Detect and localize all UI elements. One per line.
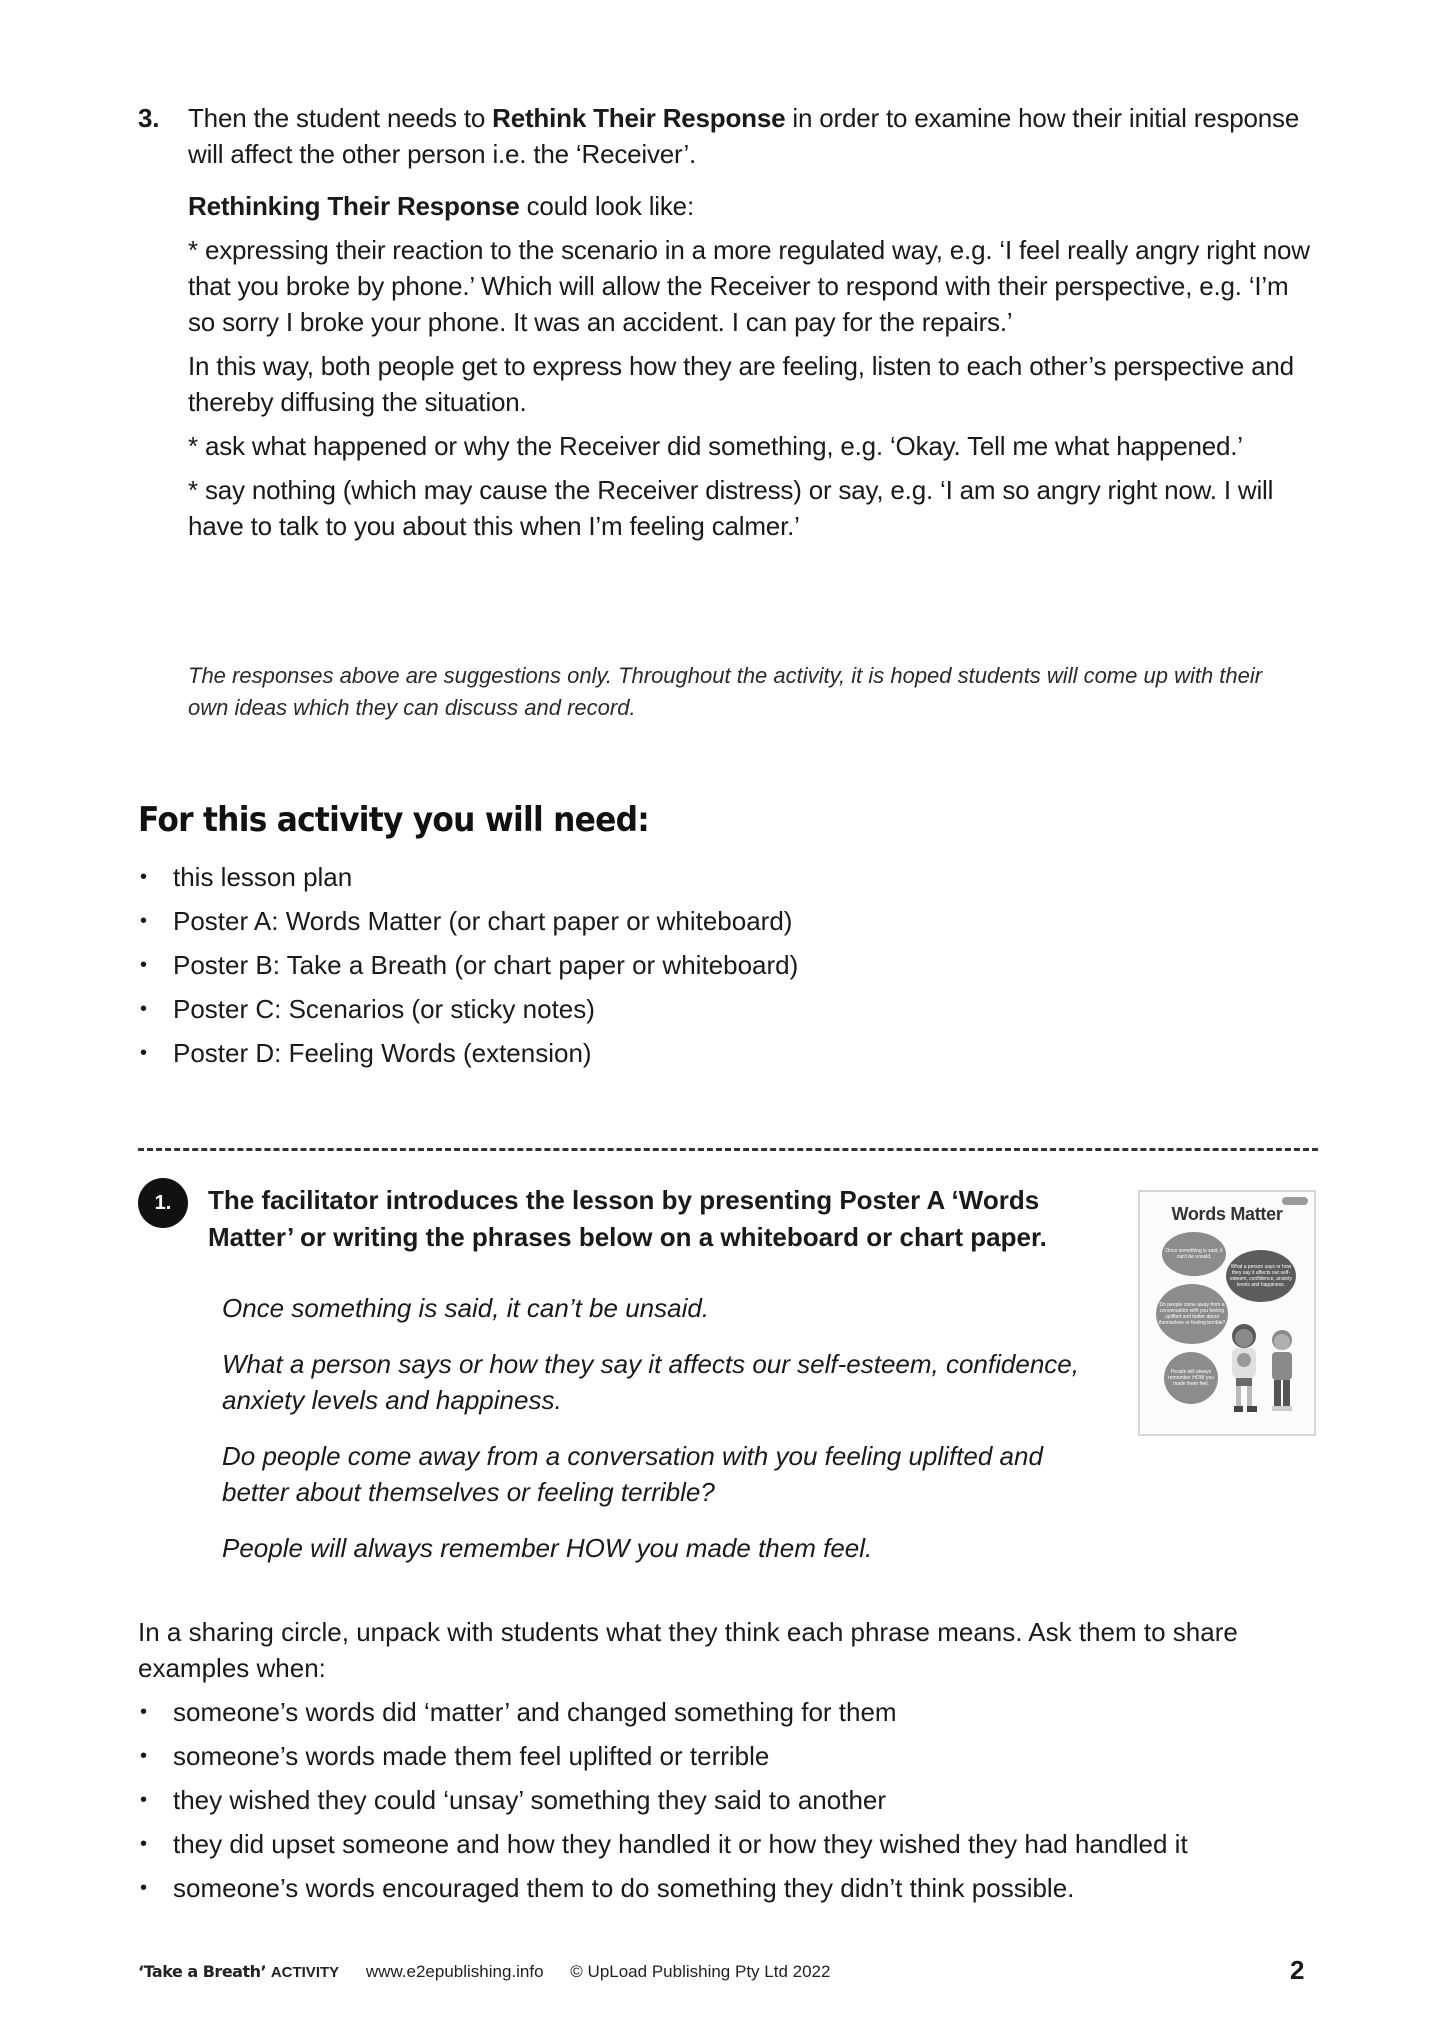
bullet-icon: • [140, 1745, 148, 1767]
bullet-icon: • [140, 1042, 148, 1064]
step-3-section [138, 100, 1318, 552]
list-item [138, 1778, 1188, 1822]
footer-activity: ACTIVITY [270, 1964, 340, 1981]
bullet-icon: • [140, 998, 148, 1020]
phrase: What a person says or how they say it affects our self-esteem, confidence, anxiety levels and happiness. [222, 1349, 1079, 1415]
intro-bold: Rethink Their Response [492, 103, 786, 133]
list-item-text: Poster B: Take a Breath (or chart paper or whiteboard) [173, 950, 799, 980]
list-item-text: Poster C: Scenarios (or sticky notes) [173, 994, 595, 1024]
list-item [138, 1690, 1188, 1734]
bullet-icon: • [140, 1833, 148, 1855]
step-number: 3. [138, 103, 160, 133]
footer-url[interactable]: www.e2epublishing.info [365, 1962, 544, 1981]
subheading [188, 188, 1318, 224]
step-1-heading: The facilitator introduces the lesson by presenting Poster A ‘Words Matter’ or writing the phrases below on a whiteboard or chart paper. [208, 1185, 1047, 1252]
subheading-bold: Rethinking Their Response [188, 191, 520, 221]
page-footer [138, 1962, 830, 1982]
dashed-divider [138, 1148, 1318, 1151]
bullet-icon: • [140, 1789, 148, 1811]
step-3-intro [188, 100, 1318, 172]
list-item-text: they did upset someone and how they handled it or how they wished they had handled it [173, 1829, 1188, 1859]
speech-bubble: What a person says or how they say it affects our self-esteem, confidence, anxiety levels and happiness. [1226, 1250, 1296, 1302]
list-item-text: someone’s words made them feel uplifted or terrible [173, 1741, 770, 1771]
page-number: 2 [1290, 1955, 1305, 1985]
needs-heading: For this activity you will need: [138, 800, 650, 840]
phrase: Do people come away from a conversation with you feeling uplifted and better about themselves or feeling terrible? [222, 1441, 1043, 1507]
footer-brand: ‘Take a Breath’ [138, 1962, 267, 1981]
bullet-icon: • [140, 910, 148, 932]
italic-note: The responses above are suggestions only. Throughout the activity, it is hoped students will come up with their own ideas which they can discuss and record. [188, 663, 1263, 720]
list-item [138, 1822, 1188, 1866]
list-item [138, 855, 798, 899]
footer-copyright: © UpLoad Publishing Pty Ltd 2022 [570, 1962, 831, 1981]
list-item [138, 1734, 1188, 1778]
poster-a-thumbnail [1138, 1190, 1316, 1436]
poster-title: Words Matter [1171, 1204, 1283, 1224]
children-illustration-icon [1220, 1318, 1304, 1416]
paragraph: * expressing their reaction to the scenario in a more regulated way, e.g. ‘I feel really angry right now that you broke by phone.’ Which will allow the Receiver to respond with their perspective, e.g. ‘I’m so sorry I broke your phone. It was an accident. I can pay for the repairs.’ [188, 235, 1310, 337]
intro-text-end: in order to examine how their initial response will affect the other person i.e. the ‘Receiver’. [188, 103, 1300, 169]
phrases-block [222, 1290, 1102, 1586]
bullet-icon: • [140, 1701, 148, 1723]
subheading-text: could look like: [519, 191, 694, 221]
step-number-badge: 1. [138, 1178, 188, 1228]
bullet-icon: • [140, 866, 148, 888]
needs-list [138, 855, 798, 1075]
list-item-text: someone’s words encouraged them to do something they didn’t think possible. [173, 1873, 1075, 1903]
phrase: People will always remember HOW you made them feel. [222, 1533, 873, 1563]
sharing-list [138, 1690, 1188, 1910]
list-item [138, 1031, 798, 1075]
paragraph: * say nothing (which may cause the Receiver distress) or say, e.g. ‘I am so angry right now. I will have to talk to you about this when I’m feeling calmer.’ [188, 475, 1274, 541]
intro-text: Then the student needs to [188, 103, 493, 133]
sharing-intro: In a sharing circle, unpack with students what they think each phrase means. Ask them to share examples when: [138, 1617, 1238, 1683]
phrase: Once something is said, it can’t be unsaid. [222, 1293, 710, 1323]
list-item-text: someone’s words did ‘matter’ and changed something for them [173, 1697, 897, 1727]
thought-bubble: Do people come away from a conversation with you feeling uplifted and better about themselves or feeling terrible? [1156, 1284, 1228, 1344]
list-item-text: Poster D: Feeling Words (extension) [173, 1038, 592, 1068]
bullet-icon: • [140, 954, 148, 976]
list-item [138, 899, 798, 943]
speech-bubble: People will always remember HOW you made them feel. [1164, 1352, 1218, 1404]
list-item [138, 1866, 1188, 1910]
paragraph: In this way, both people get to express how they are feeling, listen to each other’s perspective and thereby diffusing the situation. [188, 351, 1294, 417]
list-item [138, 943, 798, 987]
list-item-text: Poster A: Words Matter (or chart paper or whiteboard) [173, 906, 793, 936]
list-item-text: they wished they could ‘unsay’ something they said to another [173, 1785, 887, 1815]
paragraph: * ask what happened or why the Receiver did something, e.g. ‘Okay. Tell me what happened.’ [188, 431, 1243, 461]
list-item-text: this lesson plan [173, 862, 353, 892]
bullet-icon: • [140, 1877, 148, 1899]
list-item [138, 987, 798, 1031]
speech-bubble: Once something is said, it can't be unsaid. [1162, 1232, 1226, 1276]
